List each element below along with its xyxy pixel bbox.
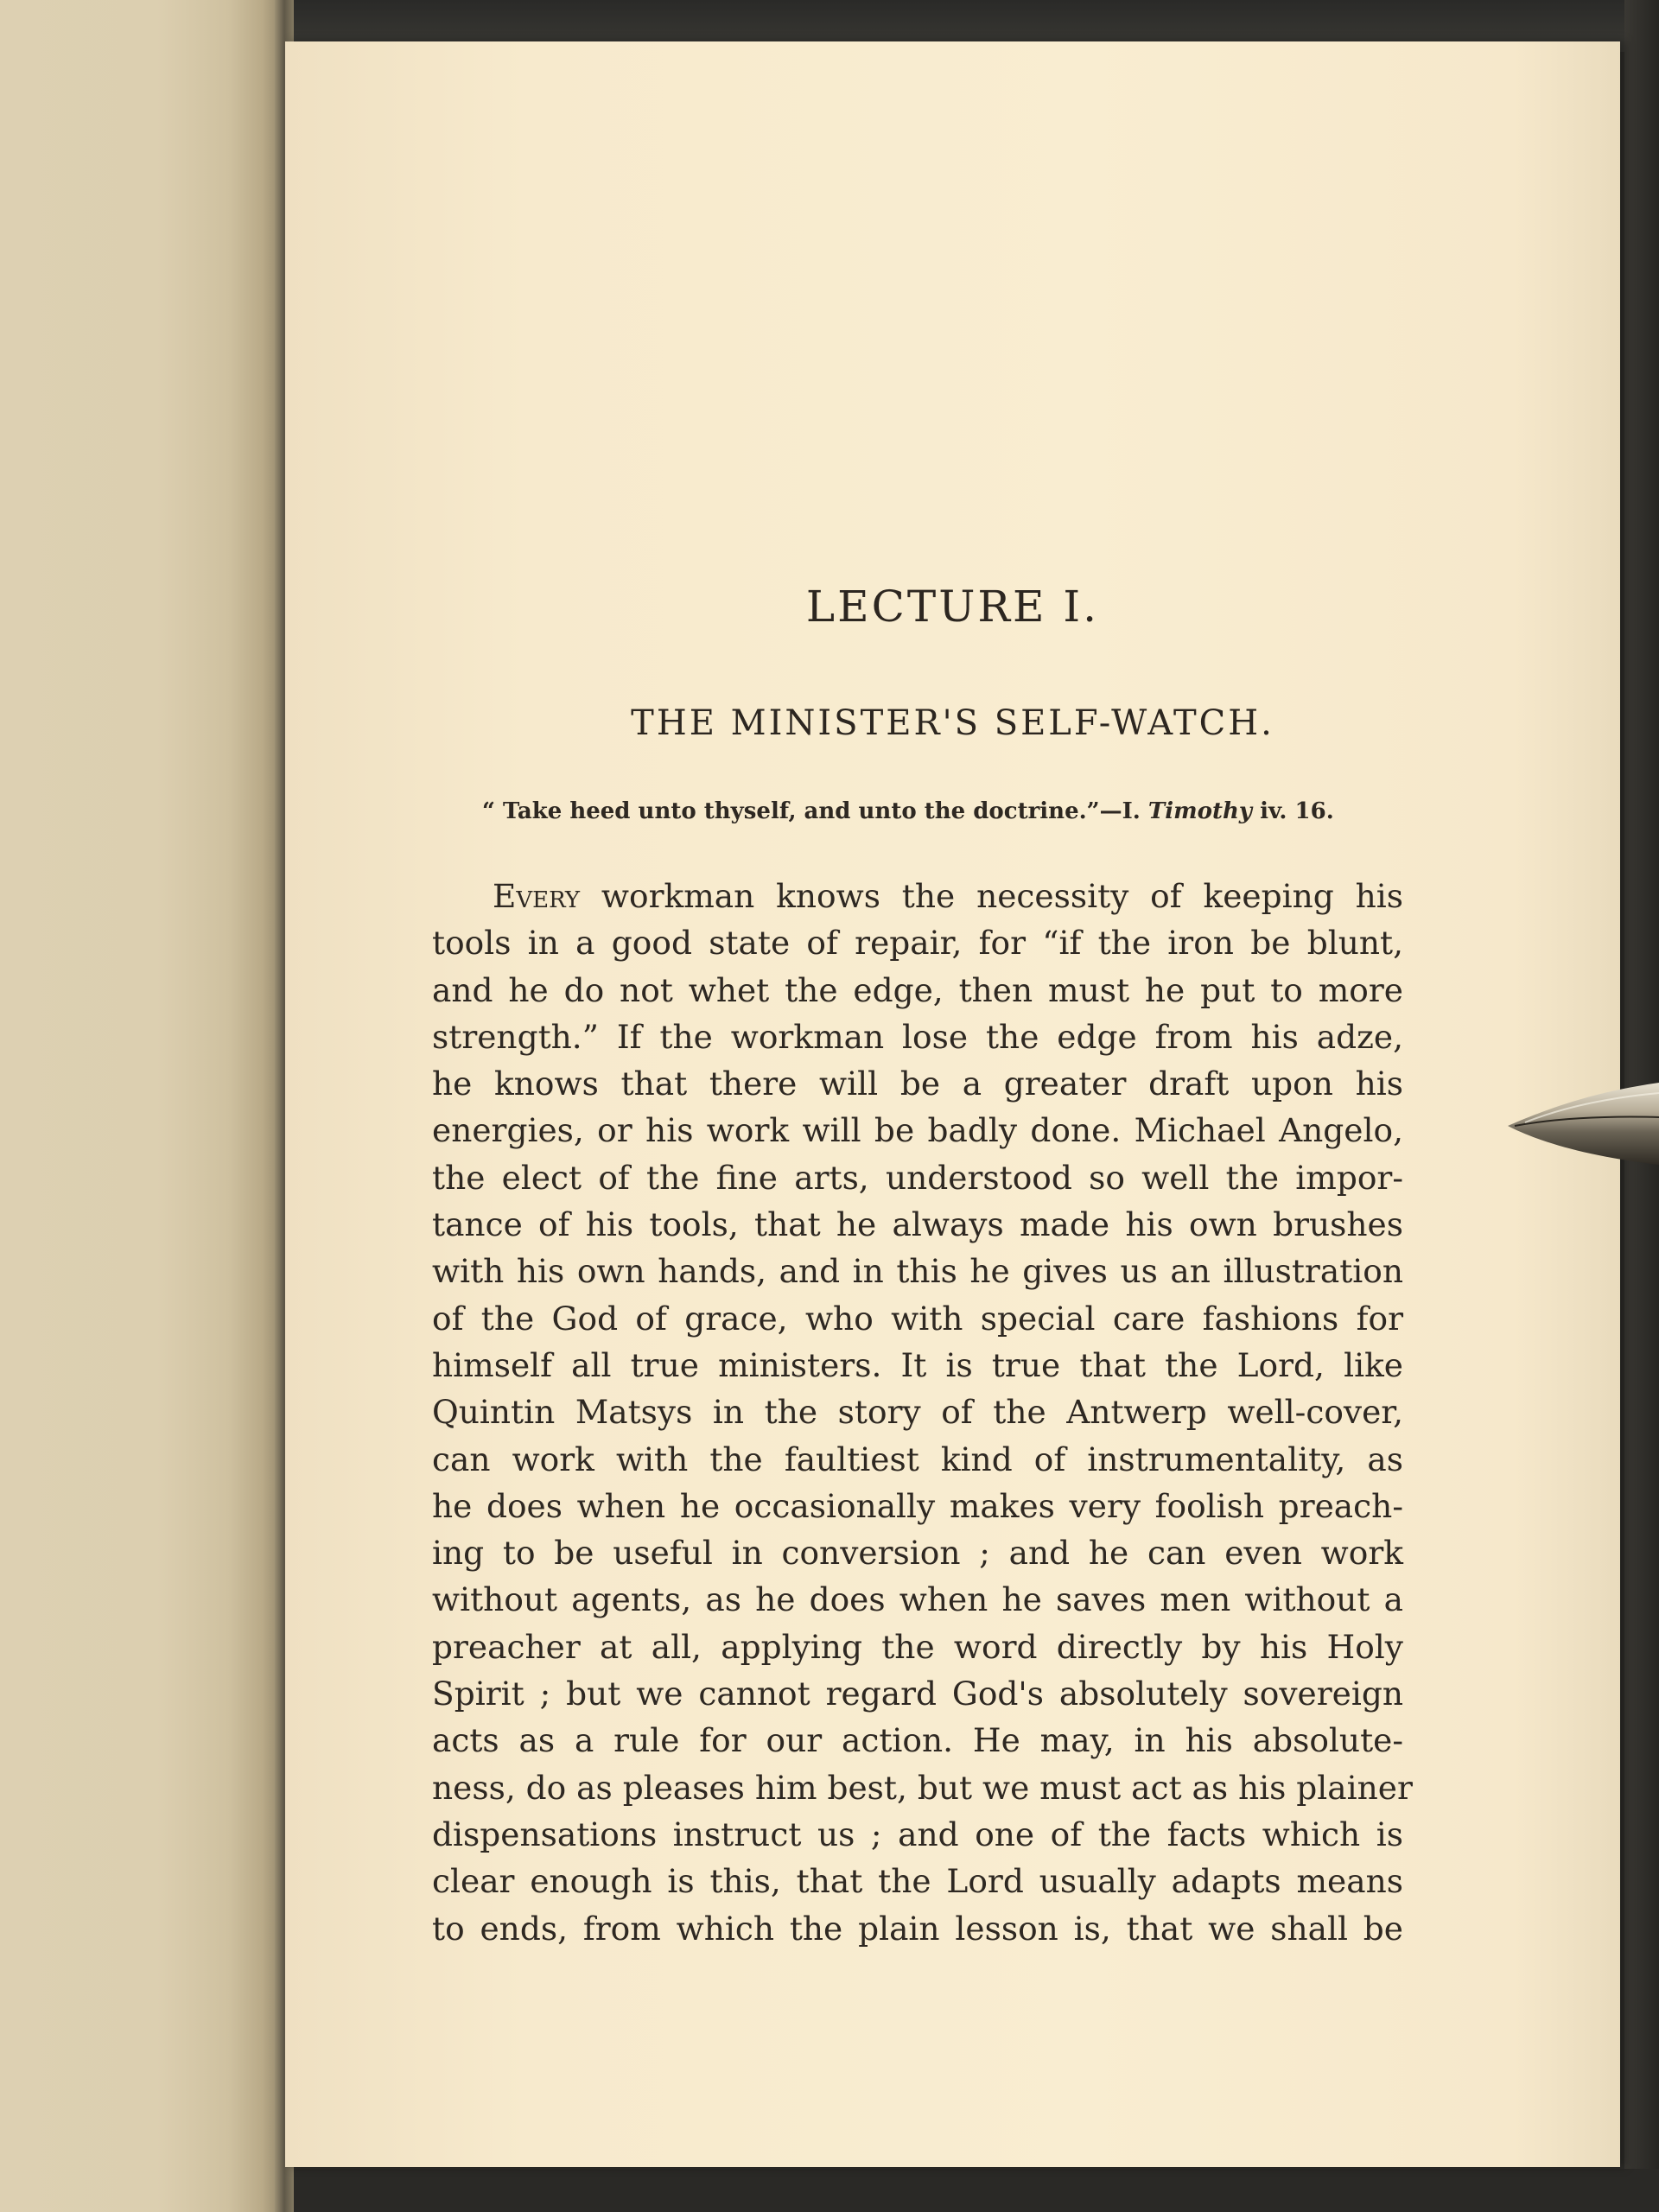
text-line: Spirit ; but we cannot regard God's absolutely sovereign (432, 1675, 1403, 1713)
chapter-title: THE MINISTER'S SELF-WATCH. (631, 703, 1274, 743)
text-line-content: workman knows the necessity of keeping his (580, 877, 1403, 915)
text-line: the elect of the fine arts, understood so well the impor- (432, 1158, 1403, 1197)
text-line: with his own hands, and in this he gives us an illustration (432, 1252, 1403, 1291)
body-text (432, 873, 1659, 1952)
text-line: himself all true ministers. It is true that the Lord, like (432, 1345, 1403, 1384)
pen-nib-icon (1508, 1074, 1659, 1178)
text-line: ing to be useful in conversion ; and he can even work (432, 1534, 1403, 1573)
text-line: preacher at all, applying the word directly by his Holy (432, 1627, 1403, 1666)
text-line: he does when he occasionally makes very foolish preach- (432, 1486, 1403, 1525)
text-line: tools in a good state of repair, for “if the iron be blunt, (432, 924, 1403, 963)
text-line: of the God of grace, who with special care fashions for (432, 1299, 1403, 1338)
text-line: tance of his tools, that he always made his own brushes (432, 1205, 1403, 1244)
text-line: to ends, from which the plain lesson is, that we shall be (432, 1909, 1403, 1948)
epigraph-quote: “ Take heed unto thyself, and unto the doctrine.”—I. (482, 798, 1148, 824)
epigraph (482, 798, 1502, 824)
text-line: can work with the faultiest kind of instrumentality, as (432, 1440, 1403, 1478)
text-line: and he do not whet the edge, then must he put to more (432, 970, 1403, 1009)
epigraph-reference: iv. 16. (1252, 798, 1334, 824)
drop-word: Every (493, 877, 581, 915)
text-line (432, 873, 1403, 919)
text-line: Quintin Matsys in the story of the Antwerp well-cover, (432, 1393, 1403, 1432)
text-line: clear enough is this, that the Lord usually adapts means (432, 1862, 1403, 1901)
epigraph-book: Timothy (1147, 798, 1253, 824)
text-line: dispensations instruct us ; and one of the facts which is (432, 1815, 1403, 1853)
text-line: without agents, as he does when he saves men without a (432, 1580, 1403, 1619)
book-page (285, 41, 1620, 2167)
text-line: strength.” If the workman lose the edge from his adze, (432, 1017, 1403, 1056)
lecture-title: LECTURE I. (805, 582, 1100, 632)
text-line: acts as a rule for our action. He may, in his absolute- (432, 1721, 1403, 1760)
text-line: he knows that there will be a greater draft upon his (432, 1065, 1403, 1103)
text-line: energies, or his work will be badly done. Michael Angelo, (432, 1111, 1403, 1150)
text-line: ness, do as pleases him best, but we must act as his plainer (432, 1768, 1413, 1807)
facing-page-left (0, 0, 285, 2212)
